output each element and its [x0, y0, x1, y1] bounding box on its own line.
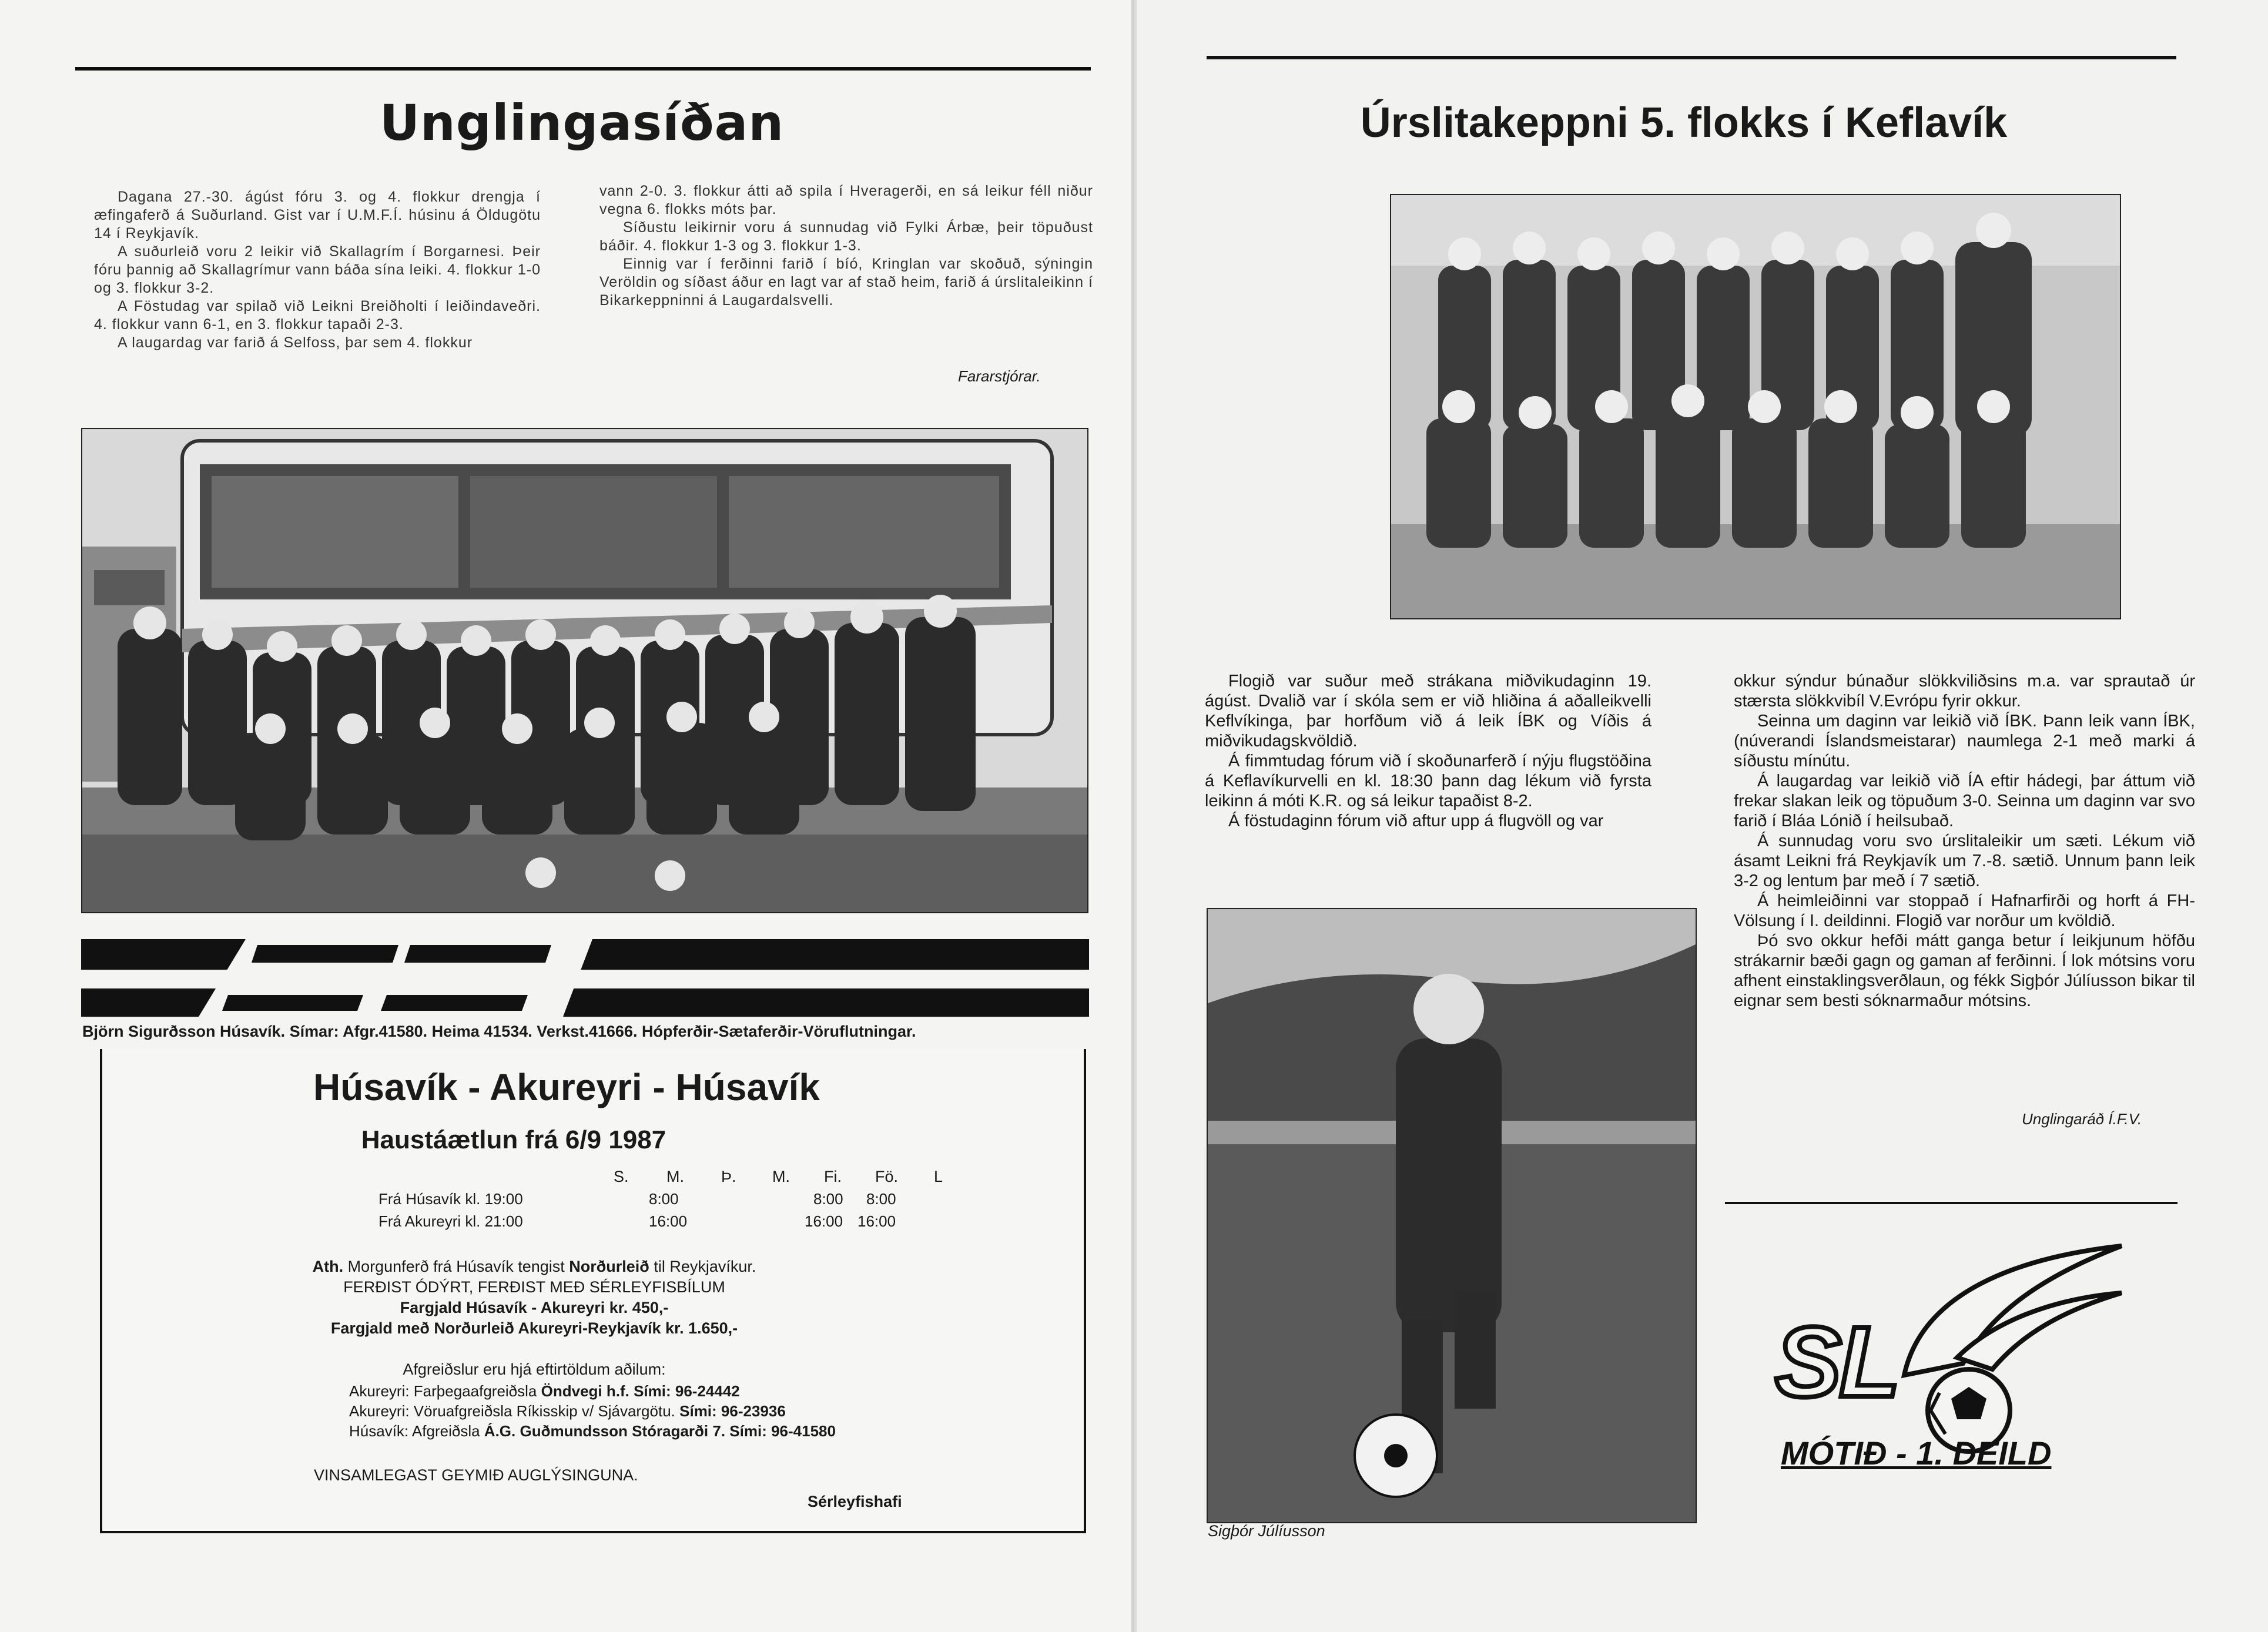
paragraph: Á heimleiðinni var stoppað í Hafnarfirði og horft á FH-Völsung í I. deildinni. Flogið var norður um kvöldið. — [1734, 892, 2195, 930]
article-column-1 — [1205, 671, 1651, 831]
paragraph: Þó svo okkur hefði mátt ganga betur í leikjunum höfðu strákarnir bæði gagn og gaman af ferðinni. Í lok mótsins voru afhent einstaklingsverðlaun, og fékk Sigþór Júlíusson bikar til eignar sem besti sóknarmaður mótsins. — [1734, 931, 2195, 1010]
schedule-row — [378, 1212, 907, 1231]
agent-contact: Sími: 96-23936 — [679, 1402, 786, 1420]
day-label: L — [934, 1168, 943, 1185]
ath-note — [102, 1258, 966, 1276]
logo-rule — [1725, 1202, 2177, 1204]
paragraph: A Föstudag var spilað við Leikni Breiðholti í leiðindaveðri. 4. flokkur vann 6-1, en 3. flokkur tapaði 2-3. — [94, 298, 541, 333]
day-label: M. — [666, 1168, 684, 1185]
team-photo — [1390, 194, 2121, 619]
sl-letters: SL — [1775, 1306, 1898, 1418]
paragraph: vann 2-0. 3. flokkur átti að spila í Hveragerði, en sá leikur féll niður vegna 6. flokks móts þar. — [599, 183, 1093, 217]
player-photo-image — [1208, 909, 1696, 1522]
fare-line: Fargjald með Norðurleið Akureyri-Reykjavík kr. 1.650,- — [330, 1319, 738, 1337]
paragraph: Seinna um daginn var leikið við ÍBK. Þann leik vann ÍBK, (núverandi Íslandsmeistarar) naumlega 2-1 með marki á síðustu mínútu. — [1734, 712, 2195, 770]
group-bus-photo — [81, 428, 1088, 913]
agent-text: Akureyri: Farþegaafgreiðsla — [349, 1382, 537, 1400]
time-cell: 16:00 — [857, 1212, 896, 1230]
license-holder: Sérleyfishafi — [808, 1493, 902, 1510]
day-label: Fi. — [824, 1168, 842, 1185]
top-rule — [75, 67, 1091, 71]
schedule-table — [378, 1190, 907, 1237]
paragraph: Á fimmtudag fórum við í skoðunarferð í nýju flugstöðina á Keflavíkurvelli en kl. 18:30 þann dag lékum við fyrsta leikinn á móti K.R. og sá leikur tapaðist 8-2. — [1205, 752, 1651, 810]
schedule-row — [378, 1190, 907, 1208]
top-rule — [1207, 56, 2176, 59]
sl-motid-logo — [1769, 1222, 2133, 1481]
paragraph: Dagana 27.-30. ágúst fóru 3. og 4. flokkur drengja í æfingaferð á Suðurland. Gist var í U.M.F.Í. húsinu á Öldugötu 14 í Reykjavík. — [94, 189, 541, 242]
row-label: Frá Akureyri kl. 21:00 — [378, 1212, 523, 1230]
paragraph: Á föstudaginn fórum við aftur upp á flugvöll og var — [1228, 812, 1604, 830]
bs-company-contact: Björn Sigurðsson Húsavík. Símar: Afgr.41580. Heima 41534. Verkst.41666. Hópferðir-Sætaferðir-Vöruflutningar. — [82, 1023, 916, 1040]
agent-text: Akureyri: Vöruafgreiðsla Ríkisskip v/ Sjávargötu. — [349, 1402, 675, 1420]
agents-list — [349, 1381, 1054, 1441]
time-cell: 8:00 — [866, 1190, 896, 1208]
slogan: FERÐIST ÓDÝRT, FERÐIST MEÐ SÉRLEYFISBÍLUM — [343, 1278, 725, 1296]
keep-ad-note: VINSAMLEGAST GEYMIÐ AUGLÝSINGUNA. — [314, 1466, 638, 1484]
time-cell: 16:00 — [649, 1212, 688, 1230]
article-column-2 — [1734, 671, 2195, 1011]
row-label: Frá Húsavík kl. 19:00 — [378, 1190, 523, 1208]
day-label: Fö. — [875, 1168, 899, 1185]
agent-text: Húsavík: Afgreiðsla — [349, 1422, 480, 1440]
paragraph: Á sunnudag voru svo úrslitaleikir um sæti. Lékum við ásamt Leikni frá Reykjavík um 7.-8. sætið. Unnum þann leik 3-2 og lentum þar með í 7 sætið. — [1734, 832, 2195, 890]
time-cell: 8:00 — [649, 1190, 679, 1208]
time-cell: 16:00 — [805, 1212, 843, 1230]
paragraph: Einnig var í ferðinni farið í bíó, Kringlan var skoðuð, sýningin Veröldin og síðast áður en lagt var af stað heim, farið á úrslitaleikinn í Bikarkeppninni á Laugardalsvelli. — [599, 256, 1093, 309]
page-title: Úrslitakeppni 5. flokks í Keflavík — [1360, 99, 2008, 146]
agent-line — [349, 1401, 1054, 1421]
agent-line — [349, 1381, 1054, 1401]
day-label: Þ. — [721, 1168, 736, 1185]
ath-company: Norðurleið — [569, 1258, 649, 1275]
article-column-1 — [94, 188, 541, 352]
player-photo — [1207, 908, 1697, 1523]
time-cell: 8:00 — [813, 1190, 843, 1208]
ath-label: Ath. — [312, 1258, 344, 1275]
agent-contact: Á.G. Guðmundsson Stóragarði 7. Sími: 96-41580 — [484, 1422, 836, 1440]
article-signature: Unglingaráð Í.F.V. — [2022, 1110, 2142, 1128]
article-signature: Fararstjórar. — [958, 367, 1041, 385]
sl-subtitle: MÓTIÐ - 1. DEILD — [1781, 1435, 2052, 1472]
paragraph: A laugardag var farið á Selfoss, þar sem 4. flokkur — [118, 334, 473, 351]
agent-line — [349, 1421, 1054, 1441]
bs-logo-banner — [81, 939, 1089, 1017]
team-photo-image — [1391, 195, 2120, 618]
paragraph: Flogið var suður með strákana miðvikudaginn 19. ágúst. Dvalið var í skóla sem er við hliðina á aðalleikvelli Keflvíkinga, þar horfðum við á leik ÍBK og Víðis á miðvikudagskvöldið. — [1205, 672, 1651, 750]
paragraph: Síðustu leikirnir voru á sunnudag við Fylki Árbæ, þeir töpuðust báðir. 4. flokkur 1-3 og 3. flokkur 1-3. — [599, 219, 1093, 254]
bs-logo-icon — [81, 939, 1089, 1017]
schedule-title: Haustáætlun frá 6/9 1987 — [361, 1125, 666, 1154]
bus-schedule-ad — [100, 1049, 1086, 1533]
paragraph: A suðurleið voru 2 leikir við Skallagrím í Borgarnesi. Þeir fóru þannig að Skallagrímur vann báða sína leiki. 4. flokkur 1-0 og 3. flokkur 3-2. — [94, 243, 541, 296]
page-title: Unglingasíðan — [379, 94, 785, 152]
agents-title: Afgreiðslur eru hjá eftirtöldum aðilum: — [403, 1360, 666, 1378]
route-heading: Húsavík - Akureyri - Húsavík — [313, 1066, 820, 1108]
ath-text: Morgunferð frá Húsavík tengist — [347, 1258, 565, 1275]
paragraph: okkur sýndur búnaður slökkviliðsins m.a. var sprautað úr stærsta slökkvibíl V.Evrópu fyrir okkur. — [1734, 672, 2195, 711]
photo-caption: Sigþór Júlíusson — [1208, 1522, 1325, 1540]
fare-line: Fargjald Húsavík - Akureyri kr. 450,- — [400, 1299, 669, 1316]
ath-text-end: til Reykjavíkur. — [654, 1258, 756, 1275]
left-page — [0, 0, 1131, 1632]
bus-photo-image — [82, 429, 1087, 912]
day-label: M. — [772, 1168, 790, 1185]
paragraph: Á laugardag var leikið við ÍA eftir hádegi, þar áttum við frekar slakan leik og töpuðum 3-0. Seinna um daginn var svo farið í Bláa Lónið í heilsubað. — [1734, 772, 2195, 830]
right-page — [1137, 0, 2268, 1632]
day-label: S. — [614, 1168, 629, 1185]
agent-contact: Öndvegi h.f. Sími: 96-24442 — [541, 1382, 740, 1400]
article-column-2 — [599, 182, 1093, 310]
